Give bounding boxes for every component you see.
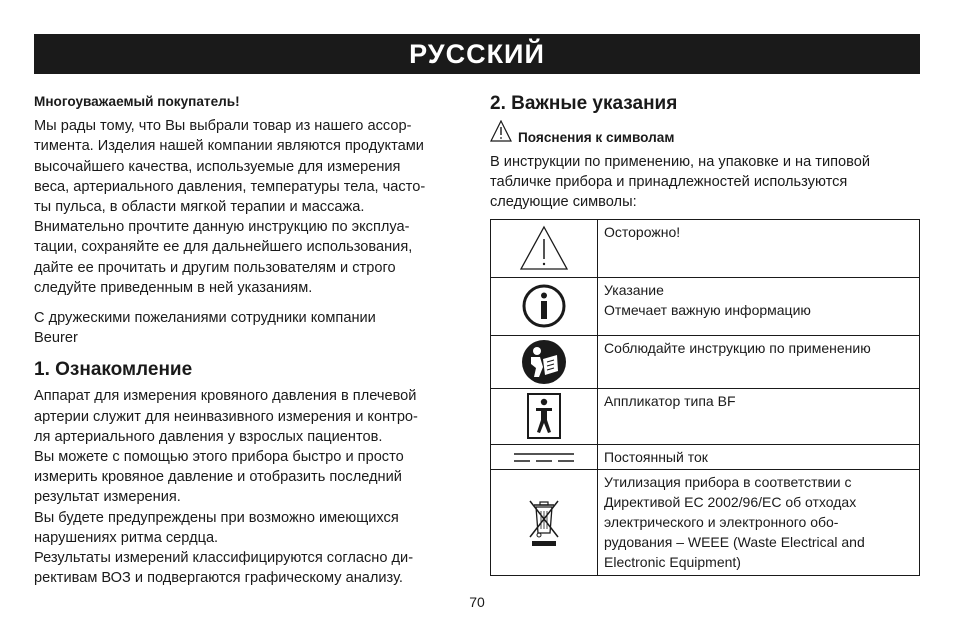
text-line: Директивой ЕС 2002/96/ЕС об отходах <box>604 493 857 510</box>
symbol-description <box>598 277 920 335</box>
text-line: Вы будете предупреждены при возможно имеющихся <box>34 509 399 526</box>
text-line: ля артериального давления у взрослых пациентов. <box>34 428 383 445</box>
read-manual-icon <box>491 339 597 385</box>
symbol-cell <box>491 388 598 444</box>
text-line: Соблюдайте инструкцию по применению <box>604 339 871 356</box>
section-1-heading: 1. Ознакомление <box>34 359 193 381</box>
language-banner <box>34 34 920 74</box>
text-line: Утилизация прибора в соответствии с <box>604 473 852 490</box>
text-line: Beurer <box>34 330 78 347</box>
text-line: тимента. Изделия нашей компании являются продуктами <box>34 138 424 155</box>
warning-triangle-icon <box>491 225 597 271</box>
text-line: Вы можете с помощью этого прибора быстро и просто <box>34 449 404 466</box>
text-line: С дружескими пожеланиями сотрудники компании <box>34 310 376 327</box>
text-line: дайте ее прочитать и другим пользователям и строго <box>34 259 396 276</box>
text-line: табличке прибора и принадлежностей используются <box>490 174 848 191</box>
symbol-description <box>598 469 920 575</box>
text-line: Постоянный ток <box>604 448 708 465</box>
symbol-cell <box>491 444 598 469</box>
weee-bin-icon <box>491 497 597 547</box>
symbol-row <box>491 335 920 388</box>
intro-paragraph <box>34 116 470 298</box>
text-line: электрического и электронного обо- <box>604 513 839 530</box>
symbol-description <box>598 388 920 444</box>
info-icon <box>491 283 597 329</box>
symbol-row <box>491 277 920 335</box>
text-line: Electronic Equipment) <box>604 553 741 570</box>
symbol-cell <box>491 469 598 575</box>
text-line: результат измерения. <box>34 489 181 506</box>
section-2-heading: 2. Важные указания <box>490 93 678 114</box>
symbol-row <box>491 219 920 277</box>
right-column <box>490 92 922 576</box>
text-line: Внимательно прочтите данную инструкцию по эксплуа- <box>34 219 410 236</box>
text-line: веса, артериального давления, температуры тела, часто- <box>34 178 426 195</box>
symbol-row <box>491 469 920 575</box>
text-line: рудования – WEEE (Waste Electrical and <box>604 533 865 550</box>
text-line: Осторожно! <box>604 223 681 240</box>
text-line: ты пульса, в области мягкой терапии и массажа. <box>34 199 365 216</box>
text-line: измерить кровяное давление и отобразить последний <box>34 469 402 486</box>
symbol-row <box>491 444 920 469</box>
text-line: Мы рады тому, что Вы выбрали товар из нашего ассор- <box>34 118 412 135</box>
text-line: Указание <box>604 281 664 298</box>
text-line: Отмечает важную информацию <box>604 301 811 318</box>
page-number: 70 <box>469 594 485 610</box>
symbols-table <box>490 219 920 576</box>
symbol-row <box>491 388 920 444</box>
symbol-description <box>598 219 920 277</box>
text-line: В инструкции по применению, на упаковке и на типовой <box>490 154 871 170</box>
text-line: следующие символы: <box>490 194 637 211</box>
symbols-subheading <box>490 118 922 148</box>
text-line: Аппарат для измерения кровяного давления в плечевой <box>34 388 417 405</box>
symbol-cell <box>491 335 598 388</box>
banner-title: РУССКИЙ <box>409 38 545 69</box>
section-1-paragraph <box>34 386 470 588</box>
direct-current-icon <box>491 451 597 463</box>
closing-paragraph <box>34 308 470 348</box>
text-line: Аппликатор типа BF <box>604 392 736 409</box>
text-line: тации, сохраняйте ее для дальнейшего использования, <box>34 239 413 256</box>
text-line: артерии служит для неинвазивного измерения и контро- <box>34 408 418 425</box>
text-line: нарушениях ритма сердца. <box>34 529 219 546</box>
symbol-cell <box>491 219 598 277</box>
text-line: следуйте приведенным в ней указаниям. <box>34 279 313 296</box>
text-line: рективам ВОЗ и подвергаются графическому анализу. <box>34 570 403 587</box>
type-bf-applicator-icon <box>491 393 597 439</box>
text-line: высочайшего качества, используемые для измерения <box>34 158 401 175</box>
warning-triangle-icon <box>490 120 512 148</box>
text-line: Результаты измерений классифицируются согласно ди- <box>34 550 414 567</box>
symbol-description <box>598 444 920 469</box>
symbol-cell <box>491 277 598 335</box>
greeting: Многоуважаемый покупатель! <box>34 94 240 109</box>
left-column <box>34 92 470 588</box>
symbol-description <box>598 335 920 388</box>
symbols-intro <box>490 152 922 213</box>
symbols-subheading-label: Пояснения к символам <box>518 130 675 145</box>
